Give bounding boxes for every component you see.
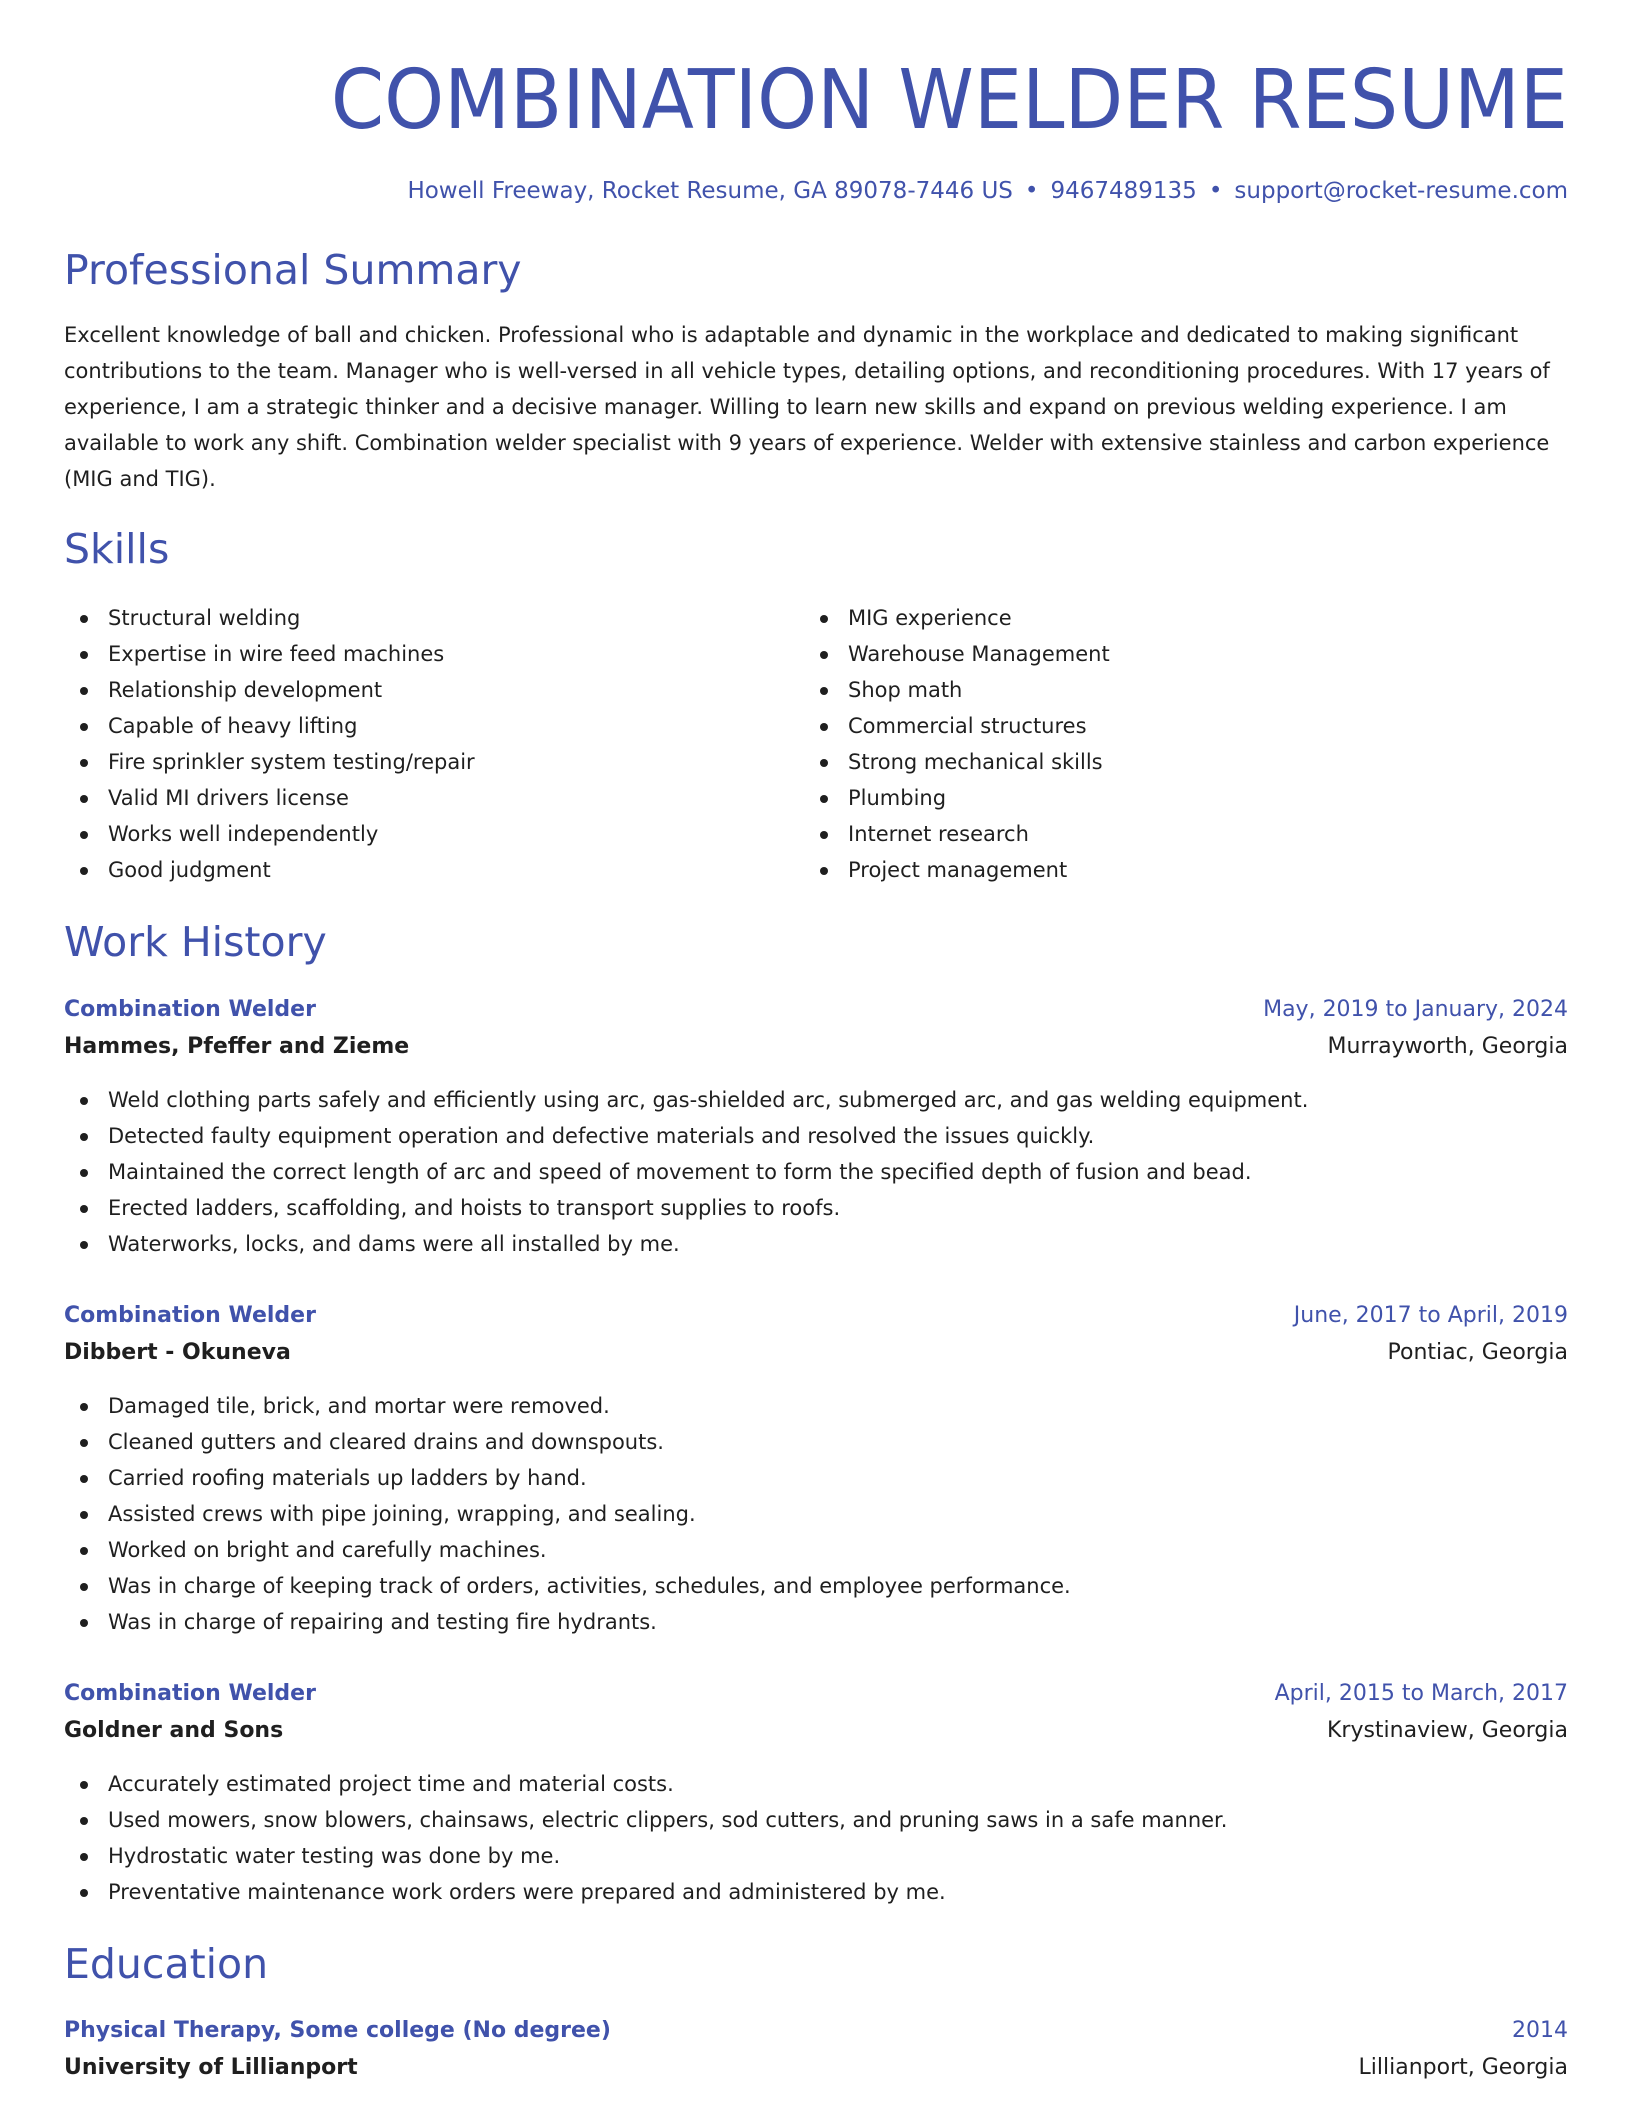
job-location: Pontiac, Georgia xyxy=(1387,1339,1568,1365)
job-duty: Accurately estimated project time and material costs. xyxy=(64,1766,1568,1802)
contact-phone: 9467489135 xyxy=(1050,178,1197,205)
job-company: Goldner and Sons xyxy=(64,1717,284,1743)
skill-item: Structural welding xyxy=(64,600,804,636)
job-duty: Was in charge of repairing and testing fire hydrants. xyxy=(64,1604,1568,1640)
job-dates: May, 2019 to January, 2024 xyxy=(1263,996,1568,1022)
job-duties xyxy=(64,1082,1568,1262)
job-title: Combination Welder xyxy=(64,1680,316,1706)
skill-item: Shop math xyxy=(804,672,1544,708)
contact-email: support@rocket-resume.com xyxy=(1234,178,1568,205)
job-duty: Used mowers, snow blowers, chainsaws, electric clippers, sod cutters, and pruning saws in a safe manner. xyxy=(64,1802,1568,1838)
skill-item: Internet research xyxy=(804,816,1544,852)
education-degree: Physical Therapy, Some college (No degree) xyxy=(64,2017,611,2043)
job-duty: Was in charge of keeping track of orders, activities, schedules, and employee performance. xyxy=(64,1568,1568,1604)
job-duty: Carried roofing materials up ladders by hand. xyxy=(64,1460,1568,1496)
job-entry xyxy=(64,992,1568,1262)
skill-item: Warehouse Management xyxy=(804,636,1544,672)
contact-address: Howell Freeway, Rocket Resume, GA 89078-7446 US xyxy=(407,178,1013,205)
skill-item: Valid MI drivers license xyxy=(64,780,804,816)
education-location: Lillianport, Georgia xyxy=(1358,2054,1568,2080)
skill-item: Project management xyxy=(804,852,1544,888)
job-entry xyxy=(64,1676,1568,1910)
skills-column-left xyxy=(64,600,804,888)
job-company: Hammes, Pfeffer and Zieme xyxy=(64,1033,410,1059)
job-duties xyxy=(64,1388,1568,1640)
job-duty: Damaged tile, brick, and mortar were removed. xyxy=(64,1388,1568,1424)
job-duty: Hydrostatic water testing was done by me. xyxy=(64,1838,1568,1874)
job-duty: Preventative maintenance work orders were prepared and administered by me. xyxy=(64,1874,1568,1910)
section-title-education: Education xyxy=(64,1939,269,1988)
skills-column-right xyxy=(804,600,1544,888)
skill-item: Plumbing xyxy=(804,780,1544,816)
job-duty: Erected ladders, scaffolding, and hoists to transport supplies to roofs. xyxy=(64,1190,1568,1226)
section-title-summary: Professional Summary xyxy=(64,245,522,294)
section-title-work-history: Work History xyxy=(64,918,327,967)
job-duty: Assisted crews with pipe joining, wrapping, and sealing. xyxy=(64,1496,1568,1532)
job-duty: Maintained the correct length of arc and speed of movement to form the specified depth of fusion and bead. xyxy=(64,1154,1568,1190)
skill-item: Expertise in wire feed machines xyxy=(64,636,804,672)
job-duty: Waterworks, locks, and dams were all installed by me. xyxy=(64,1226,1568,1262)
job-dates: April, 2015 to March, 2017 xyxy=(1274,1680,1568,1706)
job-duty: Cleaned gutters and cleared drains and downspouts. xyxy=(64,1424,1568,1460)
skill-item: Capable of heavy lifting xyxy=(64,708,804,744)
skill-item: Works well independently xyxy=(64,816,804,852)
job-title: Combination Welder xyxy=(64,996,316,1022)
job-location: Murrayworth, Georgia xyxy=(1327,1033,1568,1059)
section-title-skills: Skills xyxy=(64,525,170,574)
education-year: 2014 xyxy=(1512,2017,1568,2043)
skill-item: Fire sprinkler system testing/repair xyxy=(64,744,804,780)
contact-separator: • xyxy=(1024,178,1039,205)
skill-item: Commercial structures xyxy=(804,708,1544,744)
job-dates: June, 2017 to April, 2019 xyxy=(1293,1302,1568,1328)
job-duties xyxy=(64,1766,1568,1910)
skill-item: Relationship development xyxy=(64,672,804,708)
job-duty: Weld clothing parts safely and efficiently using arc, gas-shielded arc, submerged arc, and gas welding equipment. xyxy=(64,1082,1568,1118)
skills-list xyxy=(64,600,1568,888)
job-location: Krystinaview, Georgia xyxy=(1326,1717,1568,1743)
job-entry xyxy=(64,1298,1568,1640)
skill-item: MIG experience xyxy=(804,600,1544,636)
job-company: Dibbert - Okuneva xyxy=(64,1339,291,1365)
contact-line xyxy=(64,178,1568,206)
job-duty: Worked on bright and carefully machines. xyxy=(64,1532,1568,1568)
job-title: Combination Welder xyxy=(64,1302,316,1328)
education-entry xyxy=(64,2013,1568,2087)
education-school: University of Lillianport xyxy=(64,2054,358,2080)
resume-title: COMBINATION WELDER RESUME xyxy=(330,53,1568,148)
contact-separator: • xyxy=(1208,178,1223,205)
skill-item: Good judgment xyxy=(64,852,804,888)
job-duty: Detected faulty equipment operation and defective materials and resolved the issues quickly. xyxy=(64,1118,1568,1154)
summary-text: Excellent knowledge of ball and chicken. Professional who is adaptable and dynamic in the workplace and dedicated to making significant contributions to the team. Manager who is well-versed in all vehicle types, detailing options, and reconditioning procedures. With 17 years of experience, I am a strategic thinker and a decisive manager. Willing to learn new skills and expand on previous welding experience. I am available to work any shift. Combination welder specialist with 9 years of experience. Welder with extensive stainless and carbon experience (MIG and TIG). xyxy=(64,323,1550,492)
skill-item: Strong mechanical skills xyxy=(804,744,1544,780)
